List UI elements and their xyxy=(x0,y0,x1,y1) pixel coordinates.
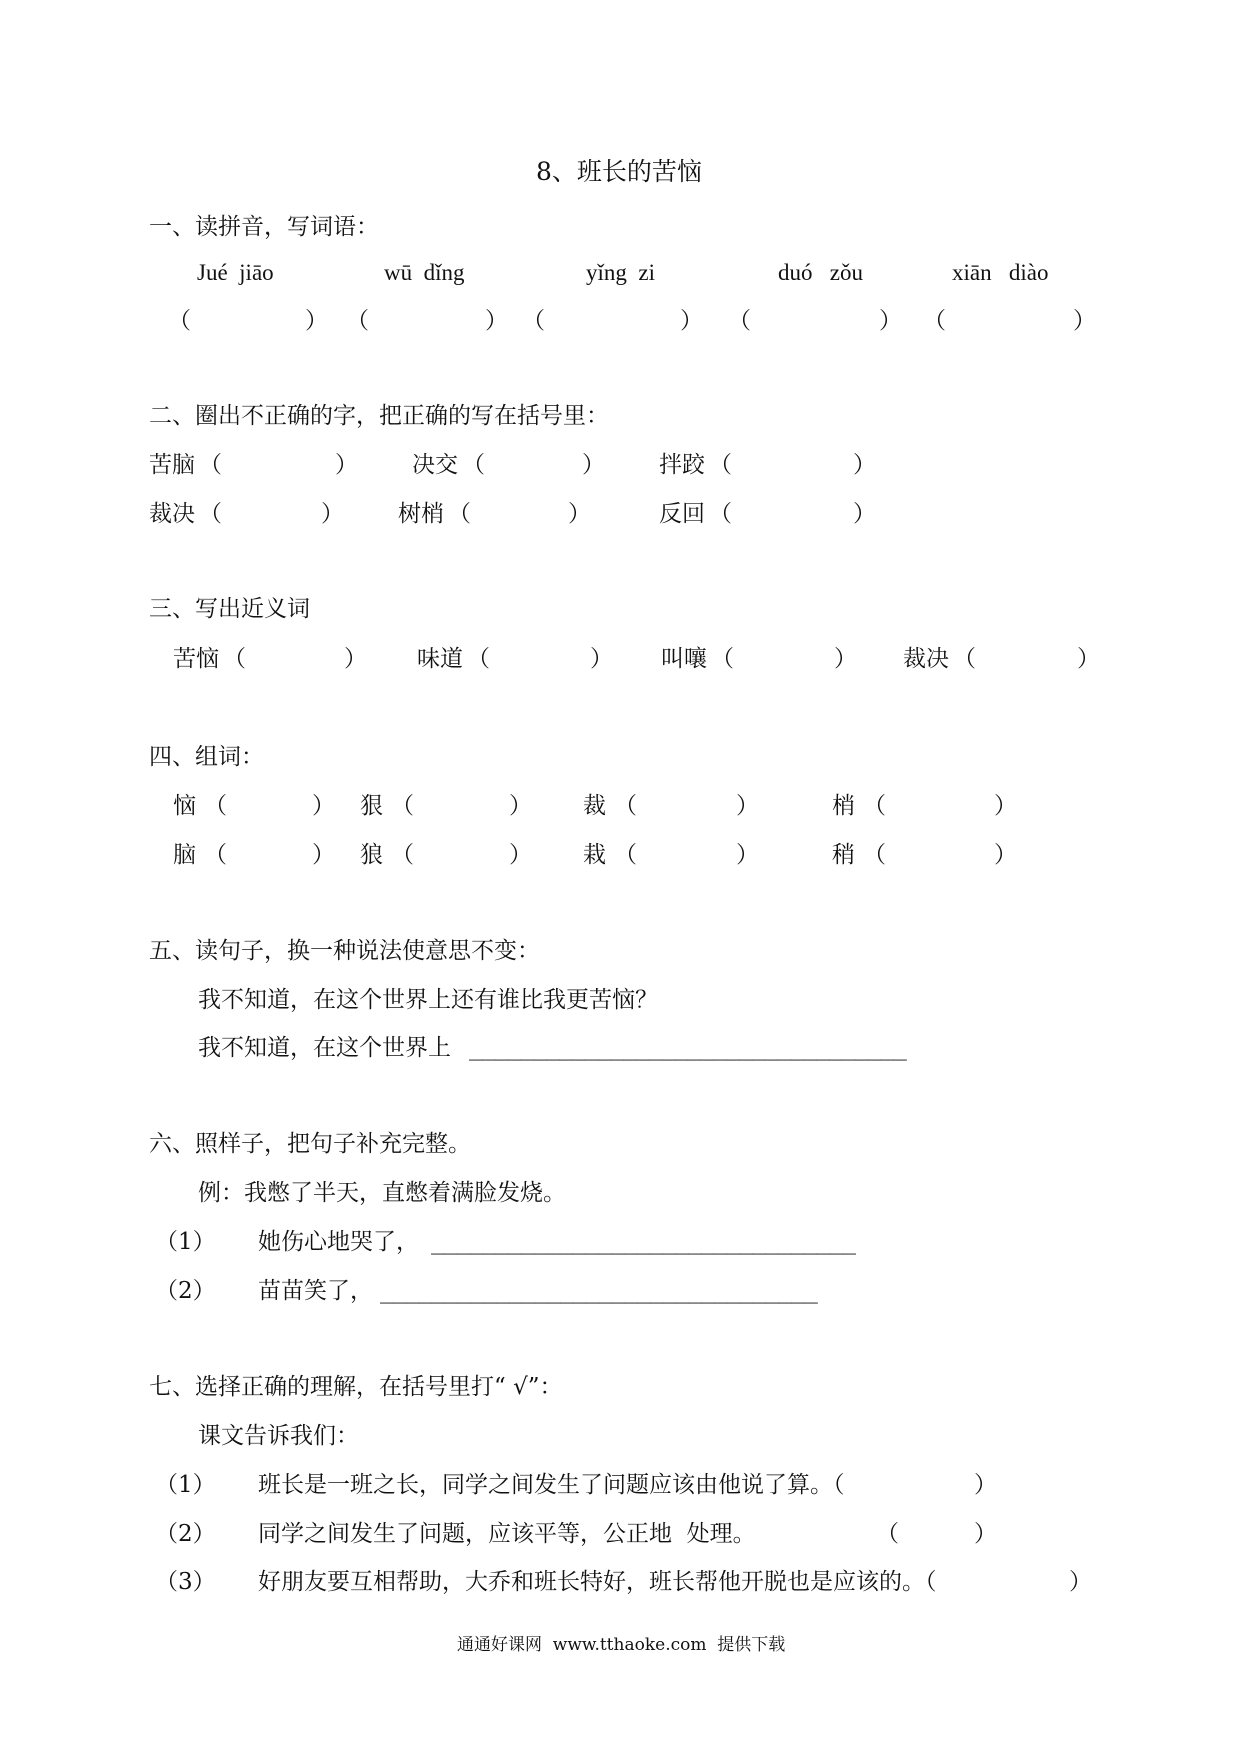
answer-paren-open: （ xyxy=(391,793,414,819)
answer-paren-open: （ xyxy=(462,452,485,478)
answer-paren-close: ） xyxy=(994,793,1017,819)
item-number: （2） xyxy=(155,1521,216,1547)
answer-paren-close: ） xyxy=(312,793,335,819)
answer-paren-close: ） xyxy=(994,842,1017,868)
answer-paren-close: ） xyxy=(853,452,876,478)
item-text: 班长是一班之长，同学之间发生了问题应该由他说了算。（ xyxy=(258,1472,845,1498)
word-3: 拌跤 xyxy=(659,452,705,478)
char-2: 狠 xyxy=(360,793,383,819)
section-7-heading: 七、选择正确的理解，在括号里打“ √”： xyxy=(149,1374,563,1400)
answer-paren-open: （ xyxy=(346,308,369,334)
answer-paren-close: ） xyxy=(305,308,328,334)
char-3: 裁 xyxy=(583,793,606,819)
word-2: 决交 xyxy=(412,452,458,478)
word-5: 树梢 xyxy=(398,501,444,527)
answer-blank[interactable]: _________________________________ xyxy=(431,1229,855,1255)
answer-paren-close: ） xyxy=(485,308,508,334)
answer-paren-close: ） xyxy=(736,793,759,819)
answer-paren-open: （ xyxy=(876,1521,899,1547)
answer-paren-open: （ xyxy=(614,842,637,868)
answer-paren-open: （ xyxy=(199,452,222,478)
section-5-heading: 五、读句子，换一种说法使意思不变： xyxy=(149,938,540,964)
section-1-heading: 一、读拼音，写词语： xyxy=(149,214,379,240)
answer-paren-open: （ xyxy=(467,646,490,672)
intro-text: 课文告诉我们： xyxy=(198,1423,359,1449)
char-1: 恼 xyxy=(173,793,196,819)
pinyin-2: wū dǐng xyxy=(384,260,465,285)
answer-paren-close: ） xyxy=(321,501,344,527)
answer-paren-open: （ xyxy=(614,793,637,819)
answer-paren-open: （ xyxy=(711,646,734,672)
item-text: 苗苗笑了， xyxy=(258,1278,373,1304)
item-number: （2） xyxy=(155,1278,216,1304)
word-2: 味道 xyxy=(417,646,463,672)
answer-blank[interactable]: __________________________________ xyxy=(469,1035,906,1061)
answer-paren-close: ） xyxy=(312,842,335,868)
answer-paren-open: （ xyxy=(728,308,751,334)
answer-blank[interactable]: __________________________________ xyxy=(380,1278,817,1304)
answer-paren-close: ） xyxy=(974,1521,997,1547)
answer-paren-close: ） xyxy=(1073,308,1096,334)
answer-paren-open: （ xyxy=(863,842,886,868)
answer-paren-open: （ xyxy=(923,308,946,334)
char-8: 稍 xyxy=(832,842,855,868)
section-6-heading: 六、照样子，把句子补充完整。 xyxy=(149,1131,471,1157)
pinyin-5: xiān diào xyxy=(952,260,1049,285)
answer-paren-close: ） xyxy=(509,842,532,868)
answer-paren-open: （ xyxy=(863,793,886,819)
pinyin-3: yǐng zi xyxy=(586,260,655,285)
rewrite-prompt: 我不知道，在这个世界上 xyxy=(198,1035,451,1061)
answer-paren-open: （ xyxy=(953,646,976,672)
answer-paren-close: ） xyxy=(590,646,613,672)
item-text: 她伤心地哭了， xyxy=(258,1229,419,1255)
answer-paren-close: ） xyxy=(974,1472,997,1498)
word-6: 反回 xyxy=(659,501,705,527)
answer-paren-close: ） xyxy=(1077,646,1100,672)
answer-paren-open: （ xyxy=(199,501,222,527)
answer-paren-open: （ xyxy=(204,793,227,819)
answer-paren-close: ） xyxy=(834,646,857,672)
char-5: 脑 xyxy=(173,842,196,868)
pinyin-1: Jué jiāo xyxy=(197,260,274,285)
answer-paren-close: ） xyxy=(344,646,367,672)
word-1: 苦脑 xyxy=(149,452,195,478)
footer-text: 通通好课网 www.tthaoke.com 提供下载 xyxy=(457,1635,786,1655)
page-title: 8、班长的苦恼 xyxy=(536,157,702,186)
answer-paren-open: （ xyxy=(168,308,191,334)
answer-paren-open: （ xyxy=(522,308,545,334)
answer-paren-close: ） xyxy=(1069,1569,1092,1595)
answer-paren-open: （ xyxy=(391,842,414,868)
item-text: 同学之间发生了问题，应该平等，公正地 处理。 xyxy=(258,1521,756,1547)
answer-paren-open: （ xyxy=(709,501,732,527)
item-text: 好朋友要互相帮助，大乔和班长特好，班长帮他开脱也是应该的。（ xyxy=(258,1569,937,1595)
section-2-heading: 二、圈出不正确的字，把正确的写在括号里： xyxy=(149,403,609,429)
char-6: 狼 xyxy=(360,842,383,868)
item-number: （1） xyxy=(155,1472,216,1498)
answer-paren-open: （ xyxy=(448,501,471,527)
answer-paren-close: ） xyxy=(736,842,759,868)
answer-paren-close: ） xyxy=(568,501,591,527)
answer-paren-open: （ xyxy=(223,646,246,672)
item-number: （3） xyxy=(155,1569,216,1595)
answer-paren-close: ） xyxy=(680,308,703,334)
char-4: 梢 xyxy=(832,793,855,819)
original-sentence: 我不知道，在这个世界上还有谁比我更苦恼？ xyxy=(198,987,658,1013)
word-4: 裁决 xyxy=(903,646,949,672)
pinyin-4: duó zǒu xyxy=(778,260,863,285)
example-sentence: 例：我憋了半天，直憋着满脸发烧。 xyxy=(198,1180,566,1206)
answer-paren-open: （ xyxy=(709,452,732,478)
word-3: 叫嚷 xyxy=(661,646,707,672)
section-3-heading: 三、写出近义词 xyxy=(149,596,310,622)
answer-paren-close: ） xyxy=(879,308,902,334)
answer-paren-close: ） xyxy=(582,452,605,478)
word-1: 苦恼 xyxy=(173,646,219,672)
word-4: 裁决 xyxy=(149,501,195,527)
answer-paren-open: （ xyxy=(204,842,227,868)
answer-paren-close: ） xyxy=(335,452,358,478)
item-number: （1） xyxy=(155,1229,216,1255)
answer-paren-close: ） xyxy=(853,501,876,527)
section-4-heading: 四、组词： xyxy=(149,744,264,770)
char-7: 栽 xyxy=(583,842,606,868)
answer-paren-close: ） xyxy=(509,793,532,819)
